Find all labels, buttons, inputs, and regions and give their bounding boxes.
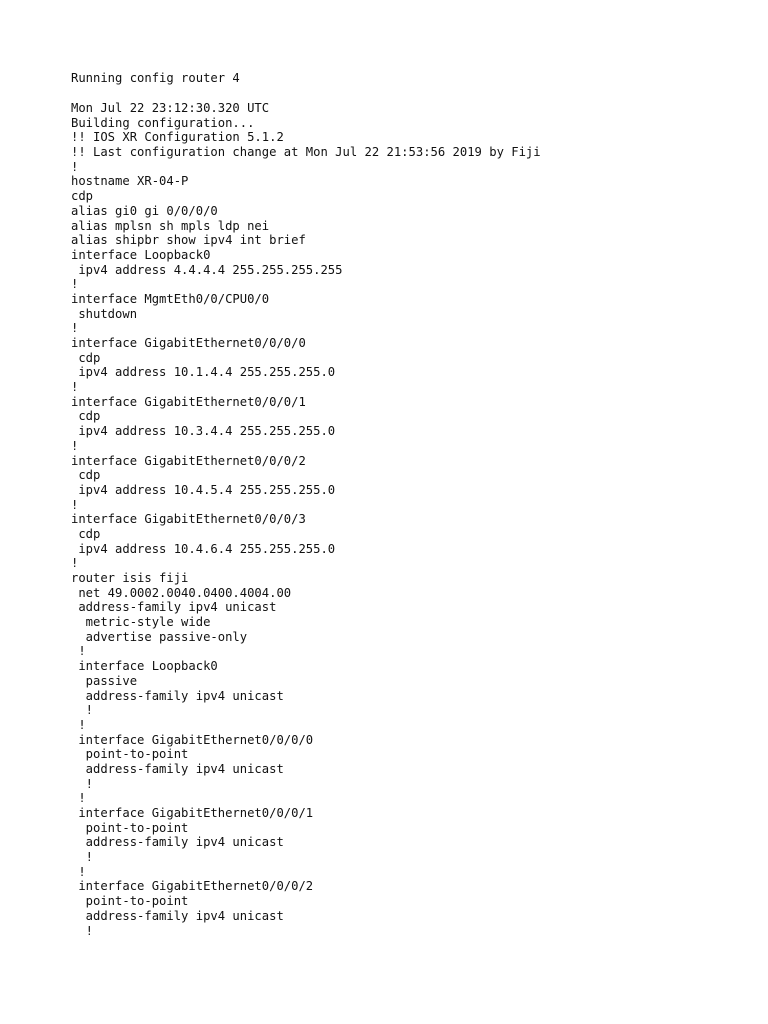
document-title: Running config router 4 xyxy=(71,71,240,85)
config-line: interface MgmtEth0/0/CPU0/0 xyxy=(71,291,270,306)
config-line: alias shipbr show ipv4 int brief xyxy=(71,233,306,248)
config-line: cdp xyxy=(71,350,101,365)
config-line: ! xyxy=(71,438,79,453)
config-listing xyxy=(71,101,541,938)
config-line: address-family ipv4 unicast xyxy=(71,908,284,923)
config-line: ! xyxy=(71,380,79,395)
config-line: ! xyxy=(71,321,79,336)
config-line: !! Last configuration change at Mon Jul 22 21:53:56 2019 by Fiji xyxy=(71,145,541,160)
config-line: ! xyxy=(71,497,79,512)
config-line: ! xyxy=(71,923,94,938)
config-line: hostname XR-04-P xyxy=(71,174,189,189)
config-line: ! xyxy=(71,277,79,292)
config-line: address-family ipv4 unicast xyxy=(71,835,284,850)
config-line: point-to-point xyxy=(71,820,189,835)
config-line: passive xyxy=(71,673,138,688)
config-line: metric-style wide xyxy=(71,615,211,630)
config-line: alias mplsn sh mpls ldp nei xyxy=(71,218,270,233)
config-line: address-family ipv4 unicast xyxy=(71,761,284,776)
config-line: interface GigabitEthernet0/0/0/0 xyxy=(71,732,314,747)
config-line: ipv4 address 10.3.4.4 255.255.255.0 xyxy=(71,424,336,439)
config-line: point-to-point xyxy=(71,894,189,909)
config-line: shutdown xyxy=(71,306,138,321)
config-line: ! xyxy=(71,703,94,718)
config-line: interface GigabitEthernet0/0/0/0 xyxy=(71,336,306,350)
config-line: cdp xyxy=(71,468,101,483)
config-line: !! IOS XR Configuration 5.1.2 xyxy=(71,130,284,145)
config-line: ! xyxy=(71,159,79,174)
config-line: Mon Jul 22 23:12:30.320 UTC xyxy=(71,101,270,115)
config-line: ipv4 address 4.4.4.4 255.255.255.255 xyxy=(71,262,343,277)
config-line: interface Loopback0 xyxy=(71,247,211,262)
config-line: point-to-point xyxy=(71,747,189,762)
config-line: ! xyxy=(71,776,94,791)
config-line: net 49.0002.0040.0400.4004.00 xyxy=(71,585,292,600)
config-line: address-family ipv4 unicast xyxy=(71,600,277,615)
config-line: interface GigabitEthernet0/0/0/1 xyxy=(71,394,306,409)
config-line: interface GigabitEthernet0/0/0/3 xyxy=(71,512,306,527)
config-line: cdp xyxy=(71,189,94,204)
config-line: alias gi0 gi 0/0/0/0 xyxy=(71,203,218,218)
config-line: ! xyxy=(71,864,86,879)
config-line: interface GigabitEthernet0/0/0/1 xyxy=(71,806,314,820)
config-line: interface Loopback0 xyxy=(71,659,218,674)
config-line: advertise passive-only xyxy=(71,629,248,644)
config-line: ! xyxy=(71,556,79,571)
config-line: interface GigabitEthernet0/0/0/2 xyxy=(71,453,306,468)
config-line: cdp xyxy=(71,409,101,424)
config-line: ipv4 address 10.1.4.4 255.255.255.0 xyxy=(71,365,336,380)
config-line: ! xyxy=(71,644,86,659)
config-line: address-family ipv4 unicast xyxy=(71,688,284,703)
config-line: ! xyxy=(71,717,86,732)
config-line: ! xyxy=(71,791,86,806)
config-line: interface GigabitEthernet0/0/0/2 xyxy=(71,879,314,894)
config-line: ipv4 address 10.4.5.4 255.255.255.0 xyxy=(71,482,336,497)
config-line: router isis fiji xyxy=(71,571,189,585)
config-line: ipv4 address 10.4.6.4 255.255.255.0 xyxy=(71,541,336,556)
config-line: ! xyxy=(71,850,94,865)
config-line: Building configuration... xyxy=(71,115,255,130)
config-line: cdp xyxy=(71,526,101,541)
